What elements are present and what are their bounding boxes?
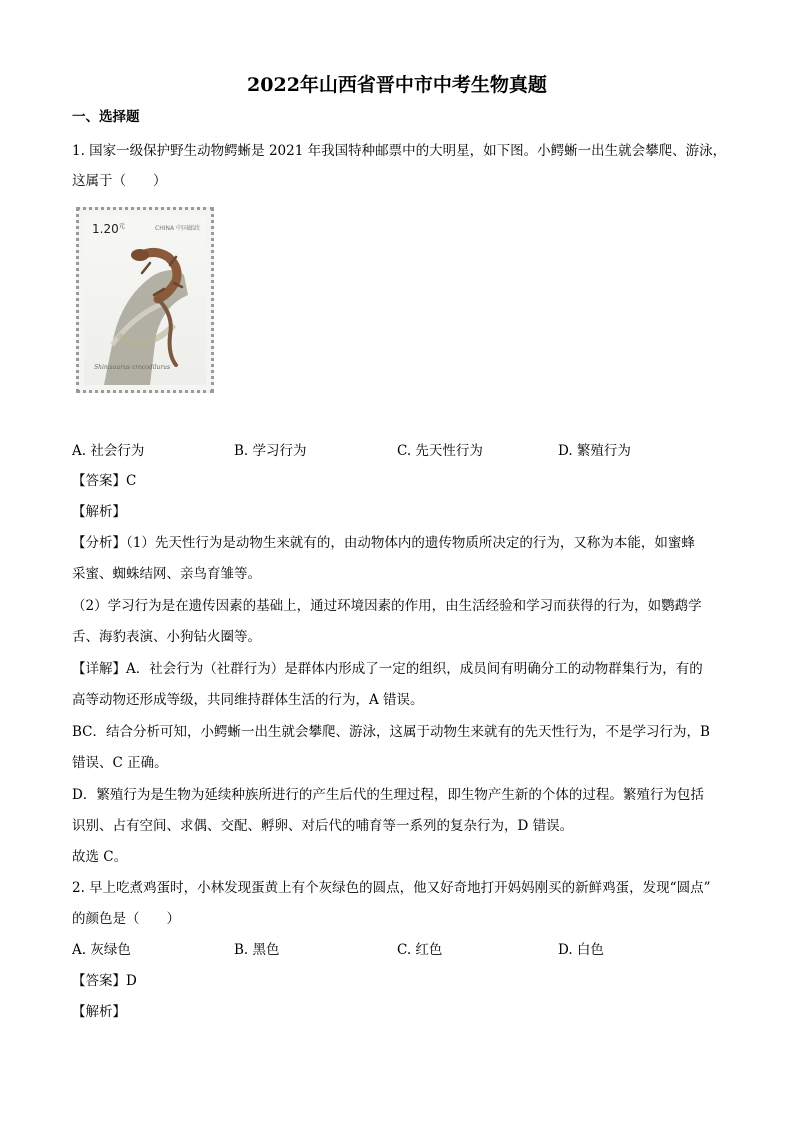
q2-option-d: D. 白色 [558, 942, 604, 958]
stamp-denomination: $1.20^元$ [92, 222, 125, 236]
q1-analysis-line: 高等动物还形成等级，共同维持群体生活的行为，A 错误。 [72, 692, 424, 708]
q2-stem-line2: 的颜色是（ ） [72, 911, 180, 927]
q2-analysis-label: 【解析】 [72, 1004, 126, 1020]
q1-conclusion: 故选 C。 [72, 849, 128, 865]
q1-analysis-line: （2）学习行为是在遗传因素的基础上，通过环境因素的作用，由生活经验和学习而获得的行为，如鹦鹉学 [72, 598, 702, 614]
q1-analysis-line: 错误、C 正确。 [72, 755, 168, 771]
q2-option-c: C. 红色 [397, 942, 443, 958]
page-title: 2022年山西省晋中市中考生物真题 [247, 74, 547, 96]
section-heading: 一、选择题 [72, 109, 140, 125]
q2-option-a: A. 灰绿色 [72, 942, 131, 958]
q1-answer: 【答案】C [72, 473, 137, 489]
q1-stem-line2: 这属于（ ） [72, 173, 167, 189]
q1-option-d: D. 繁殖行为 [558, 443, 631, 459]
lizard-on-rock-illustration [84, 215, 206, 385]
q1-analysis-line: 采蜜、蜘蛛结网、亲鸟育雏等。 [72, 566, 261, 582]
q1-option-b: B. 学习行为 [234, 443, 307, 459]
q2-option-b: B. 黑色 [234, 942, 280, 958]
q1-analysis-line: 舌、海豹表演、小狗钻火圈等。 [72, 629, 261, 645]
q1-analysis-label: 【解析】 [72, 504, 126, 520]
q1-analysis-line: 【详解】A．社会行为（社群行为）是群体内形成了一定的组织，成员间有明确分工的动物群集行为，有的 [72, 661, 703, 677]
q2-stem-line1: 2. 早上吃煮鸡蛋时，小林发现蛋黄上有个灰绿色的圆点，他又好奇地打开妈妈刚买的新鲜鸡蛋，发现“圆点” [72, 880, 711, 896]
stamp-country-mark: CHINA 中国邮政 [155, 225, 200, 232]
stamp-artwork [84, 215, 206, 385]
q1-analysis-line: D．繁殖行为是生物为延续种族所进行的产生后代的生理过程，即生物产生新的个体的过程。繁殖行为包括 [72, 787, 704, 803]
q1-stem-line1: 1. 国家一级保护野生动物鳄蜥是 2021 年我国特种邮票中的大明星，如下图。小鳄蜥一出生就会攀爬、游泳， [72, 143, 727, 159]
q1-analysis-line: BC．结合分析可知，小鳄蜥一出生就会攀爬、游泳，这属于动物生来就有的先天性行为，不是学习行为，B [72, 724, 710, 740]
q2-answer: 【答案】D [72, 973, 137, 989]
crocodile-lizard-stamp-image [76, 207, 214, 393]
q1-analysis-line: 【分析】（1）先天性行为是动物生来就有的，由动物体内的遗传物质所决定的行为，又称为本能，如蜜蜂 [72, 535, 695, 551]
q1-option-a: A. 社会行为 [72, 443, 145, 459]
q1-analysis-line: 识别、占有空间、求偶、交配、孵卵、对后代的哺育等一系列的复杂行为，D 错误。 [72, 818, 574, 834]
q1-option-c: C. 先天性行为 [397, 443, 483, 459]
stamp-scientific-name: Shinisaurus crocodilurus [94, 364, 171, 371]
